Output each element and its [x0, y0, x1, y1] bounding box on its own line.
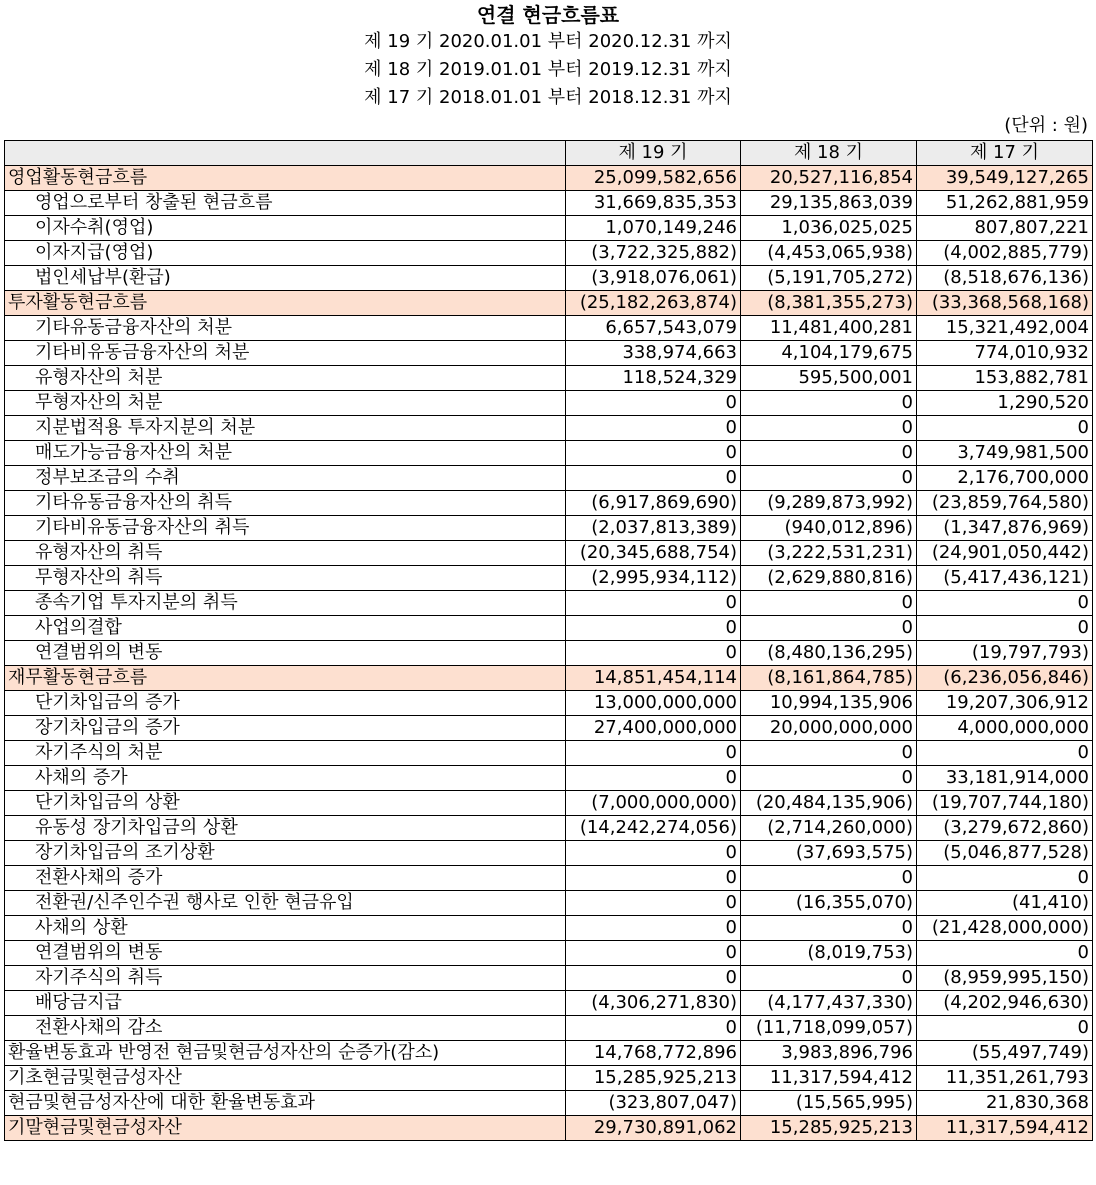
row-value: (3,222,531,231) [741, 541, 917, 566]
cash-flow-table [4, 140, 1093, 1141]
row-value: 0 [566, 841, 741, 866]
row-value: (11,718,099,057) [741, 1016, 917, 1041]
row-value: (940,012,896) [741, 516, 917, 541]
row-label: 현금및현금성자산에 대한 환율변동효과 [5, 1091, 566, 1116]
row-label: 전환사채의 증가 [5, 866, 566, 891]
table-row [5, 441, 1093, 466]
row-value: (55,497,749) [917, 1041, 1093, 1066]
row-value: (1,347,876,969) [917, 516, 1093, 541]
row-value: 14,768,772,896 [566, 1041, 741, 1066]
row-label: 기타유동금융자산의 취득 [5, 491, 566, 516]
table-row [5, 741, 1093, 766]
row-value: (33,368,568,168) [917, 291, 1093, 316]
table-row [5, 616, 1093, 641]
row-value: 15,285,925,213 [566, 1066, 741, 1091]
row-label: 유형자산의 취득 [5, 541, 566, 566]
table-row [5, 916, 1093, 941]
table-row [5, 766, 1093, 791]
row-value: 15,285,925,213 [741, 1116, 917, 1141]
row-value: 11,317,594,412 [917, 1116, 1093, 1141]
row-value: 0 [566, 866, 741, 891]
row-value: 29,730,891,062 [566, 1116, 741, 1141]
row-value: (9,289,873,992) [741, 491, 917, 516]
row-value: 1,070,149,246 [566, 216, 741, 241]
row-value: 0 [917, 1016, 1093, 1041]
row-value: (19,707,744,180) [917, 791, 1093, 816]
row-value: 33,181,914,000 [917, 766, 1093, 791]
row-value: 11,317,594,412 [741, 1066, 917, 1091]
row-value: 0 [741, 766, 917, 791]
table-row [5, 866, 1093, 891]
table-row [5, 391, 1093, 416]
row-value: 11,481,400,281 [741, 316, 917, 341]
table-row [5, 341, 1093, 366]
row-value: 0 [566, 741, 741, 766]
row-label: 연결범위의 변동 [5, 641, 566, 666]
table-row [5, 841, 1093, 866]
row-value: (2,037,813,389) [566, 516, 741, 541]
row-value: (25,182,263,874) [566, 291, 741, 316]
row-value: 21,830,368 [917, 1091, 1093, 1116]
row-value: 0 [566, 616, 741, 641]
row-value: 0 [566, 916, 741, 941]
row-label: 기말현금및현금성자산 [5, 1116, 566, 1141]
row-value: 0 [566, 966, 741, 991]
row-value: 10,994,135,906 [741, 691, 917, 716]
row-value: (5,191,705,272) [741, 266, 917, 291]
row-value: (4,002,885,779) [917, 241, 1093, 266]
row-value: (3,279,672,860) [917, 816, 1093, 841]
table-row [5, 991, 1093, 1016]
row-value: 0 [741, 591, 917, 616]
row-value: 27,400,000,000 [566, 716, 741, 741]
row-label: 법인세납부(환급) [5, 266, 566, 291]
table-row [5, 1016, 1093, 1041]
row-value: 0 [566, 441, 741, 466]
table-row [5, 266, 1093, 291]
row-value: 0 [741, 966, 917, 991]
row-value: (21,428,000,000) [917, 916, 1093, 941]
row-value: 0 [917, 941, 1093, 966]
row-value: 153,882,781 [917, 366, 1093, 391]
row-value: 0 [566, 416, 741, 441]
table-row [5, 191, 1093, 216]
table-row [5, 241, 1093, 266]
row-value: 0 [741, 466, 917, 491]
row-value: 0 [917, 416, 1093, 441]
row-value: (5,046,877,528) [917, 841, 1093, 866]
table-row [5, 816, 1093, 841]
row-value: 0 [917, 866, 1093, 891]
row-value: 0 [566, 591, 741, 616]
row-value: 4,104,179,675 [741, 341, 917, 366]
row-value: 0 [917, 741, 1093, 766]
row-value: 6,657,543,079 [566, 316, 741, 341]
row-label: 장기차입금의 조기상환 [5, 841, 566, 866]
row-value: 0 [566, 391, 741, 416]
row-value: (4,177,437,330) [741, 991, 917, 1016]
table-row [5, 466, 1093, 491]
row-value: (4,453,065,938) [741, 241, 917, 266]
row-label: 단기차입금의 상환 [5, 791, 566, 816]
row-value: (8,959,995,150) [917, 966, 1093, 991]
table-row [5, 1066, 1093, 1091]
row-value: (4,202,946,630) [917, 991, 1093, 1016]
row-value: (15,565,995) [741, 1091, 917, 1116]
row-value: (24,901,050,442) [917, 541, 1093, 566]
statement-title: 연결 현금흐름표 [476, 3, 620, 27]
row-value: (14,242,274,056) [566, 816, 741, 841]
table-row [5, 641, 1093, 666]
row-value: 15,321,492,004 [917, 316, 1093, 341]
row-label: 이자지급(영업) [5, 241, 566, 266]
table-row [5, 516, 1093, 541]
table-row [5, 566, 1093, 591]
row-value: (8,019,753) [741, 941, 917, 966]
row-label: 전환사채의 감소 [5, 1016, 566, 1041]
row-label: 무형자산의 처분 [5, 391, 566, 416]
row-label: 유동성 장기차입금의 상환 [5, 816, 566, 841]
row-value: 0 [741, 866, 917, 891]
row-value: 1,036,025,025 [741, 216, 917, 241]
row-value: (20,484,135,906) [741, 791, 917, 816]
row-label: 배당금지급 [5, 991, 566, 1016]
row-label: 영업으로부터 창출된 현금흐름 [5, 191, 566, 216]
row-value: 3,749,981,500 [917, 441, 1093, 466]
header-cell-period-18: 제 18 기 [741, 141, 917, 166]
row-value: 774,010,932 [917, 341, 1093, 366]
row-value: 13,000,000,000 [566, 691, 741, 716]
row-value: 4,000,000,000 [917, 716, 1093, 741]
row-value: (8,480,136,295) [741, 641, 917, 666]
row-value: 29,135,863,039 [741, 191, 917, 216]
row-value: 20,000,000,000 [741, 716, 917, 741]
row-value: 0 [566, 766, 741, 791]
period-line-19: 제 19 기 2020.01.01 부터 2020.12.31 까지 [364, 31, 732, 52]
row-value: 20,527,116,854 [741, 166, 917, 191]
row-value: (3,918,076,061) [566, 266, 741, 291]
table-row [5, 666, 1093, 691]
row-value: (8,381,355,273) [741, 291, 917, 316]
table-row [5, 316, 1093, 341]
row-value: 595,500,001 [741, 366, 917, 391]
row-label: 매도가능금융자산의 처분 [5, 441, 566, 466]
row-value: (4,306,271,830) [566, 991, 741, 1016]
row-value: 0 [566, 641, 741, 666]
row-value: 2,176,700,000 [917, 466, 1093, 491]
row-value: 11,351,261,793 [917, 1066, 1093, 1091]
unit-label: (단위 : 원) [1004, 115, 1088, 136]
row-label: 종속기업 투자지분의 취득 [5, 591, 566, 616]
row-value: 0 [566, 466, 741, 491]
header-cell-period-19: 제 19 기 [566, 141, 741, 166]
row-value: 0 [741, 916, 917, 941]
row-value: (16,355,070) [741, 891, 917, 916]
row-value: 1,290,520 [917, 391, 1093, 416]
row-value: 0 [917, 591, 1093, 616]
table-row [5, 216, 1093, 241]
row-value: (8,161,864,785) [741, 666, 917, 691]
table-row [5, 541, 1093, 566]
table-row [5, 1091, 1093, 1116]
row-value: (19,797,793) [917, 641, 1093, 666]
row-value: (3,722,325,882) [566, 241, 741, 266]
row-label: 연결범위의 변동 [5, 941, 566, 966]
header-cell-label [5, 141, 566, 166]
row-value: 14,851,454,114 [566, 666, 741, 691]
table-body [5, 141, 1093, 1141]
row-label: 사업의결합 [5, 616, 566, 641]
table-row [5, 491, 1093, 516]
table-header-row [5, 141, 1093, 166]
row-value: (2,629,880,816) [741, 566, 917, 591]
table-row [5, 291, 1093, 316]
period-line-17: 제 17 기 2018.01.01 부터 2018.12.31 까지 [364, 87, 732, 108]
row-value: (6,236,056,846) [917, 666, 1093, 691]
row-value: 0 [566, 1016, 741, 1041]
row-value: 0 [566, 891, 741, 916]
table-row [5, 1041, 1093, 1066]
row-value: (7,000,000,000) [566, 791, 741, 816]
row-label: 환율변동효과 반영전 현금및현금성자산의 순증가(감소) [5, 1041, 566, 1066]
row-value: 0 [741, 391, 917, 416]
row-value: 0 [566, 941, 741, 966]
table-row [5, 966, 1093, 991]
row-label: 단기차입금의 증가 [5, 691, 566, 716]
row-value: 19,207,306,912 [917, 691, 1093, 716]
row-value: (37,693,575) [741, 841, 917, 866]
row-label: 자기주식의 취득 [5, 966, 566, 991]
row-label: 전환권/신주인수권 행사로 인한 현금유입 [5, 891, 566, 916]
table-row [5, 591, 1093, 616]
row-value: 338,974,663 [566, 341, 741, 366]
row-value: (2,714,260,000) [741, 816, 917, 841]
table-row [5, 891, 1093, 916]
table-row [5, 716, 1093, 741]
row-label: 정부보조금의 수취 [5, 466, 566, 491]
row-value: (323,807,047) [566, 1091, 741, 1116]
row-label: 투자활동현금흐름 [5, 291, 566, 316]
row-value: 51,262,881,959 [917, 191, 1093, 216]
row-label: 기초현금및현금성자산 [5, 1066, 566, 1091]
row-value: (2,995,934,112) [566, 566, 741, 591]
row-value: 118,524,329 [566, 366, 741, 391]
table-row [5, 691, 1093, 716]
row-value: 0 [741, 616, 917, 641]
header-cell-period-17: 제 17 기 [917, 141, 1093, 166]
table-row [5, 166, 1093, 191]
row-value: (23,859,764,580) [917, 491, 1093, 516]
row-value: 0 [917, 616, 1093, 641]
row-value: 0 [741, 741, 917, 766]
row-label: 장기차입금의 증가 [5, 716, 566, 741]
table-row [5, 1116, 1093, 1141]
row-value: 0 [741, 416, 917, 441]
row-value: (8,518,676,136) [917, 266, 1093, 291]
row-label: 사채의 증가 [5, 766, 566, 791]
row-value: (5,417,436,121) [917, 566, 1093, 591]
row-value: 807,807,221 [917, 216, 1093, 241]
row-label: 무형자산의 취득 [5, 566, 566, 591]
row-value: 25,099,582,656 [566, 166, 741, 191]
table-row [5, 366, 1093, 391]
row-label: 영업활동현금흐름 [5, 166, 566, 191]
row-value: 39,549,127,265 [917, 166, 1093, 191]
row-label: 기타비유동금융자산의 취득 [5, 516, 566, 541]
row-value: 31,669,835,353 [566, 191, 741, 216]
row-value: 3,983,896,796 [741, 1041, 917, 1066]
row-label: 기타유동금융자산의 처분 [5, 316, 566, 341]
row-label: 유형자산의 처분 [5, 366, 566, 391]
table-row [5, 416, 1093, 441]
row-value: 0 [741, 441, 917, 466]
row-value: (20,345,688,754) [566, 541, 741, 566]
table-row [5, 791, 1093, 816]
table-row [5, 941, 1093, 966]
row-label: 이자수취(영업) [5, 216, 566, 241]
row-label: 지분법적용 투자지분의 처분 [5, 416, 566, 441]
row-value: (41,410) [917, 891, 1093, 916]
row-value: (6,917,869,690) [566, 491, 741, 516]
row-label: 재무활동현금흐름 [5, 666, 566, 691]
row-label: 기타비유동금융자산의 처분 [5, 341, 566, 366]
row-label: 자기주식의 처분 [5, 741, 566, 766]
row-label: 사채의 상환 [5, 916, 566, 941]
period-line-18: 제 18 기 2019.01.01 부터 2019.12.31 까지 [364, 59, 732, 80]
